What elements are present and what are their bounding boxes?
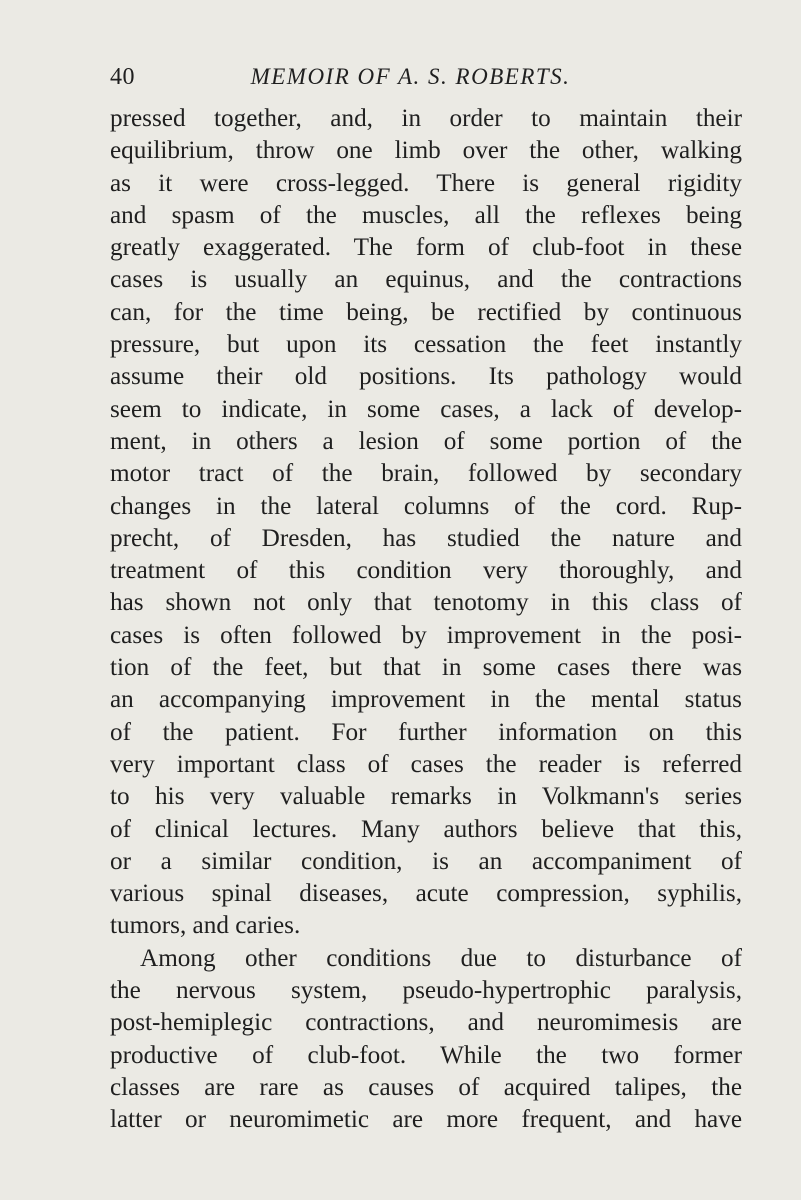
text-line: an accompanying improvement in the mental status [110,686,742,714]
text-line: of clinical lectures. Many authors believe that this, [110,815,742,843]
page-number: 40 [110,64,135,90]
text-line: greatly exaggerated. The form of club-foot in these [110,234,742,262]
text-line: classes are rare as causes of acquired talipes, the [110,1073,742,1101]
running-title: MEMOIR OF A. S. ROBERTS. [250,64,571,89]
text-line: assume their old positions. Its pathology would [110,363,742,391]
body-text [110,103,742,1137]
text-line: changes in the lateral columns of the cord. Rup- [110,492,742,520]
text-line: of the patient. For further information on this [110,718,742,746]
text-line: and spasm of the muscles, all the reflexes being [110,201,742,229]
text-line: cases is often followed by improvement in the posi- [110,621,742,649]
text-line: pressure, but upon its cessation the feet instantly [110,331,742,359]
text-line: as it were cross-legged. There is general rigidity [110,169,742,197]
text-line: pressed together, and, in order to maintain their [110,105,742,132]
text-line: to his very valuable remarks in Volkmann's series [110,783,742,811]
text-line: Among other conditions due to disturbance of [140,944,742,972]
text-line: latter or neuromimetic are more frequent, and have [110,1106,742,1134]
text-line: very important class of cases the reader is referred [110,750,742,778]
text-line: has shown not only that tenotomy in this class of [110,589,742,617]
text-line: the nervous system, pseudo-hypertrophic paralysis, [110,977,742,1005]
text-line: treatment of this condition very thoroughly, and [110,557,742,585]
text-line: seem to indicate, in some cases, a lack of develop- [110,395,742,423]
text-line: post-hemiplegic contractions, and neuromimesis are [110,1009,742,1037]
text-line: or a similar condition, is an accompaniment of [110,847,742,875]
text-line: various spinal diseases, acute compression, syphilis, [110,880,742,908]
text-line: productive of club-foot. While the two former [110,1041,742,1069]
text-line: precht, of Dresden, has studied the nature and [110,524,742,552]
page-header [0,62,801,96]
text-line: ment, in others a lesion of some portion of the [110,427,742,455]
text-line: equilibrium, throw one limb over the other, walking [110,137,742,165]
text-line: cases is usually an equinus, and the contractions [110,266,742,294]
text-line: tumors, and caries. [110,912,301,940]
text-line: tion of the feet, but that in some cases there was [110,654,742,682]
text-line: can, for the time being, be rectified by continuous [110,298,742,326]
text-line: motor tract of the brain, followed by secondary [110,460,742,488]
